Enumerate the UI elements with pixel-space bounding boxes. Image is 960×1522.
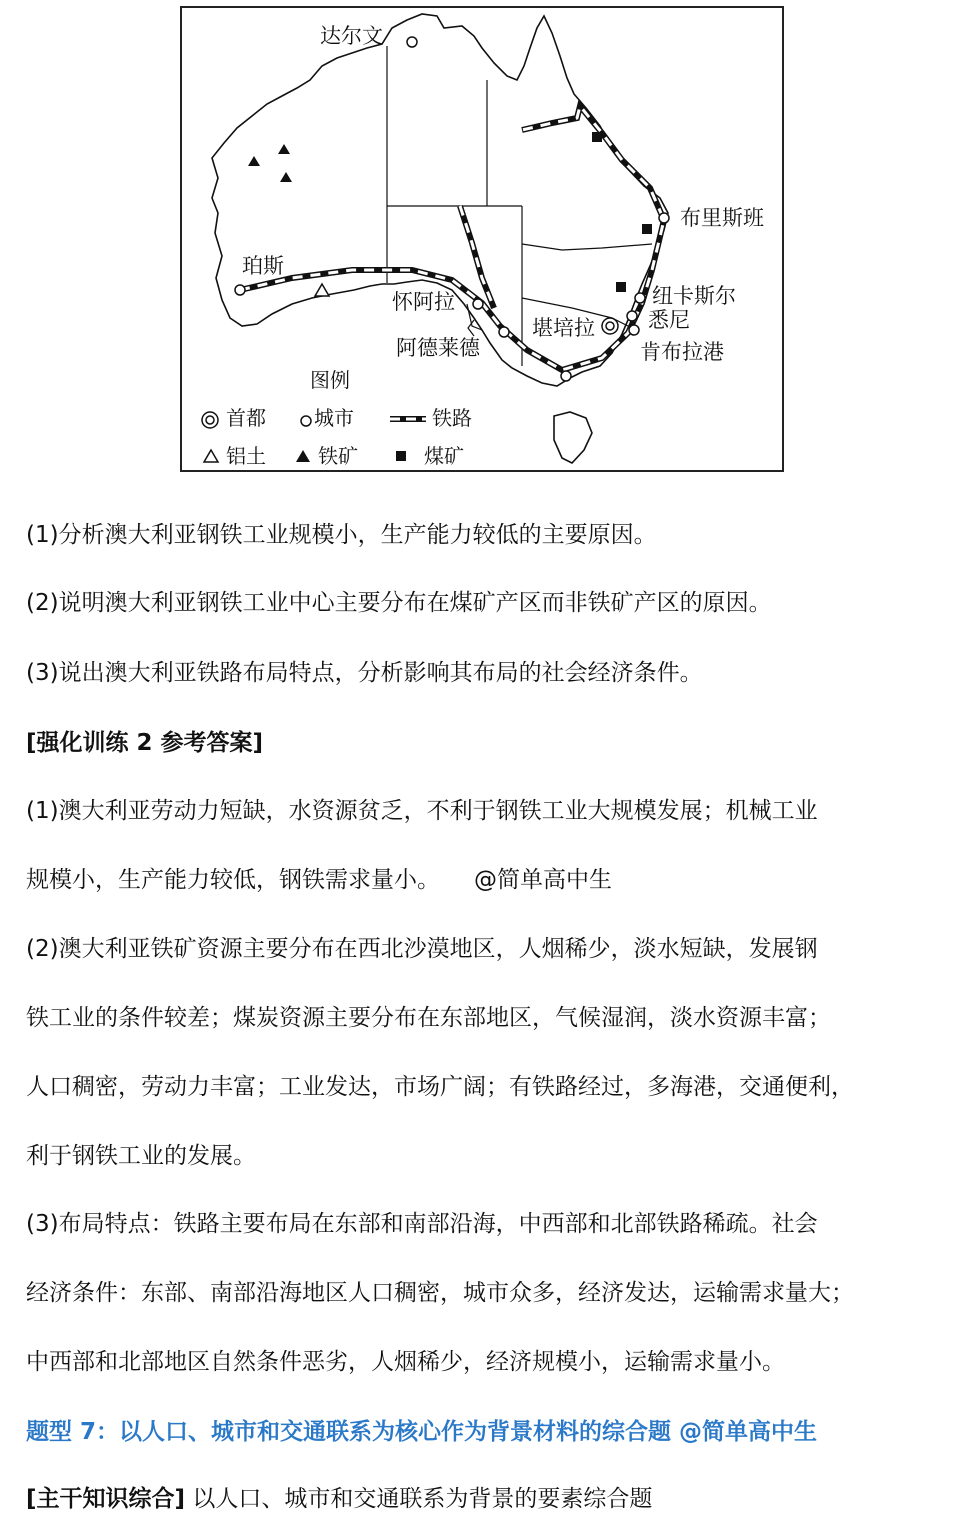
legend-bauxite: 铝土 [226,444,266,468]
question-2: (2)说明澳大利亚钢铁工业中心主要分布在煤矿产区而非铁矿产区的原因。 [26,590,772,616]
answer-2-line-3: 人口稠密，劳动力丰富；工业发达，市场广阔；有铁路经过，多海港，交通便利， [26,1074,854,1100]
answer-3-line-1: (3)布局特点：铁路主要布局在东部和南部沿海，中西部和北部铁路稀疏。社会 [26,1211,818,1237]
legend-city: 城市 [314,406,354,430]
label-canberra: 堪培拉 [532,316,595,340]
label-adelaide: 阿德莱德 [396,336,480,360]
question-1: (1)分析澳大利亚钢铁工业规模小，生产能力较低的主要原因。 [26,522,657,548]
legend-railway: 铁路 [432,406,472,430]
label-whyalla: 怀阿拉 [392,290,455,314]
label-perth: 珀斯 [242,254,284,278]
knowledge-tag: [主干知识综合] [26,1486,186,1512]
knowledge-line [26,1488,942,1511]
answer-1-line-2: 规模小，生产能力较低，钢铁需求量小。 @简单高中生 [26,867,612,893]
map-drawing [182,8,782,470]
legend-capital: 首都 [226,406,266,430]
tasmania-outline [554,412,592,463]
legend-coal: 煤矿 [424,444,464,468]
question-3: (3)说出澳大利亚铁路布局特点，分析影响其布局的社会经济条件。 [26,660,703,686]
knowledge-text: 以人口、城市和交通联系为背景的要素综合题 [192,1486,653,1512]
legend-title: 图例 [310,368,350,392]
answer-3-line-3: 中西部和北部地区自然条件恶劣，人烟稀少，经济规模小，运输需求量小。 [26,1349,785,1375]
label-sydney: 悉尼 [648,308,690,332]
label-newcastle: 纽卡斯尔 [652,284,736,308]
label-darwin: 达尔文 [320,24,383,48]
label-port-kembla: 肯布拉港 [640,340,724,364]
australia-outline [212,14,668,386]
answer-1-line-1: (1)澳大利亚劳动力短缺，水资源贫乏，不利于钢铁工业大规模发展；机械工业 [26,798,818,824]
bauxite-symbol [315,284,329,296]
railways [240,106,664,370]
answer-heading: [强化训练 2 参考答案] [26,730,264,756]
section-title: 题型 7：以人口、城市和交通联系为核心作为背景材料的综合题 @简单高中生 [26,1419,818,1445]
answer-2-line-1: (2)澳大利亚铁矿资源主要分布在西北沙漠地区，人烟稀少，淡水短缺，发展钢 [26,936,818,962]
legend-iron-ore: 铁矿 [318,444,358,468]
answer-2-line-4: 利于钢铁工业的发展。 [26,1143,256,1169]
watermark: @简单高中生 [474,867,612,893]
australia-map [180,6,784,472]
answer-3-line-2: 经济条件：东部、南部沿海地区人口稠密，城市众多，经济发达，运输需求量大； [26,1280,854,1306]
label-brisbane: 布里斯班 [680,206,764,230]
iron-ore-symbols [248,144,292,182]
answer-2-line-2: 铁工业的条件较差；煤炭资源主要分布在东部地区，气候湿润，淡水资源丰富； [26,1005,831,1031]
capital-symbol [602,318,618,334]
